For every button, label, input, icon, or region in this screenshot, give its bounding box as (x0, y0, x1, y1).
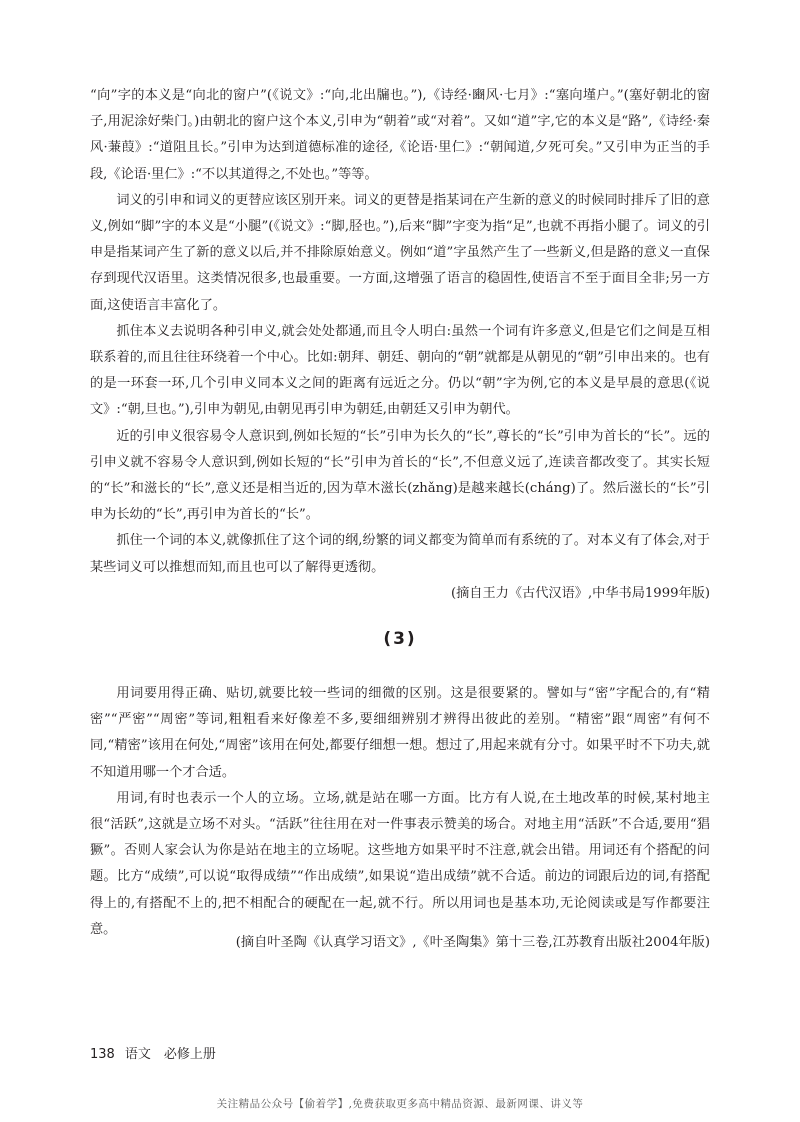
paragraph: 抓住本义去说明各种引申义,就会处处都通,而且令人明白:虽然一个词有许多意义,但是它们之间是互相联系着的,而且往往环绕着一个中心。比如:朝拜、朝廷、朝向的“朝”就都是从朝见的“朝”引申出来的。也有的是一环套一环,几个引申义同本义之间的距离有远近之分。仍以“朝”字为例,它的本义是早晨的意思(《说文》:“朝,旦也。”),引申为朝见,由朝见再引申为朝廷,由朝廷又引申为朝代。 (90, 323, 710, 418)
section-2-source-citation: (摘自王力《古代汉语》,中华书局1999年版) (450, 586, 710, 601)
paragraph: “向”字的本义是“向北的窗户”(《说文》:“向,北出牖也。”),《诗经·豳风·七月》:“塞向墐户。”(塞好朝北的窗子,用泥涂好柴门。)由朝北的窗户这个本义,引申为“朝着”或“对着”。又如“道”字,它的本义是“路”,《诗经·秦风·蒹葭》:“道阻且长。”引申为达到道德标准的途径,《论语·里仁》:“朝闻道,夕死可矣。”又引申为正当的手段,《论语·里仁》:“不以其道得之,不处也。”等等。 (90, 88, 710, 182)
book-title: 语文 必修上册 (124, 1047, 216, 1062)
paragraph: 词义的引申和词义的更替应该区别开来。词义的更替是指某词在产生新的意义的时候同时排斥了旧的意义,例如“脚”字的本义是“小腿”(《说文》:“脚,胫也。”),后来“脚”字变为指“足”,也就不再指小腿了。词义的引申是指某词产生了新的意义以后,并不排除原始意义。例如“道”字虽然产生了一些新义,但是路的意义一直保存到现代汉语里。这类情况很多,也最重要。一方面,这增强了语言的稳固性,使语言不至于面目全非;另一方面,这使语言丰富化了。 (90, 192, 710, 313)
section-3-heading: (3) (383, 629, 417, 649)
page-footer (90, 1043, 216, 1062)
section-2-body (90, 83, 710, 581)
paragraph: 抓住一个词的本义,就像抓住了这个词的纲,纷繁的词义都变为简单而有系统的了。对本义有了体会,对于某些词义可以推想而知,而且也可以了解得更透彻。 (90, 533, 710, 575)
paragraph: 用词要用得正确、贴切,就要比较一些词的细微的区别。这是很要紧的。譬如与“密”字配合的,有“精密”“严密”“周密”等词,粗粗看来好像差不多,要细细辨别才辨得出彼此的差别。“精密”跟“周密”有何不同,“精密”该用在何处,“周密”该用在何处,都要仔细想一想。想过了,用起来就有分寸。如果平时不下功夫,就不知道用哪一个才合适。 (90, 686, 710, 780)
section-3-source-citation: (摘自叶圣陶《认真学习语文》,《叶圣陶集》第十三卷,江苏教育出版社2004年版) (235, 935, 710, 950)
page-number: 138 (90, 1047, 115, 1062)
paragraph: 用词,有时也表示一个人的立场。立场,就是站在哪一方面。比方有人说,在土地改革的时候,某村地主很“活跃”,这就是立场不对头。“活跃”往往用在对一件事表示赞美的场合。对地主用“活跃”不合适,要用“猖獗”。否则人家会认为你是站在地主的立场呢。这些地方如果平时不注意,就会出错。用词还有个搭配的问题。比方“成绩”,可以说“取得成绩”“作出成绩”,如果说“造出成绩”就不合适。前边的词跟后边的词,有搭配得上的,有搭配不上的,把不相配合的硬配在一起,就不行。所以用词也是基本功,无论阅读或是写作都要注意。 (90, 790, 710, 937)
watermark-text: 关注精品公众号【偷着学】,免费获取更多高中精品资源、最新网课、讲义等 (216, 1098, 584, 1110)
paragraph: 近的引申义很容易令人意识到,例如长短的“长”引申为长久的“长”,尊长的“长”引申为首长的“长”。远的引申义就不容易令人意识到,例如长短的“长”引申为首长的“长”,不但意义远了,连读音都改变了。其实长短的“长”和滋长的“长”,意义还是相当近的,因为草木滋长(zhǎng)是越来越长(cháng)了。然后滋长的“长”引申为长幼的“长”,再引申为首长的“长”。 (90, 428, 710, 523)
section-3-body (90, 681, 710, 943)
